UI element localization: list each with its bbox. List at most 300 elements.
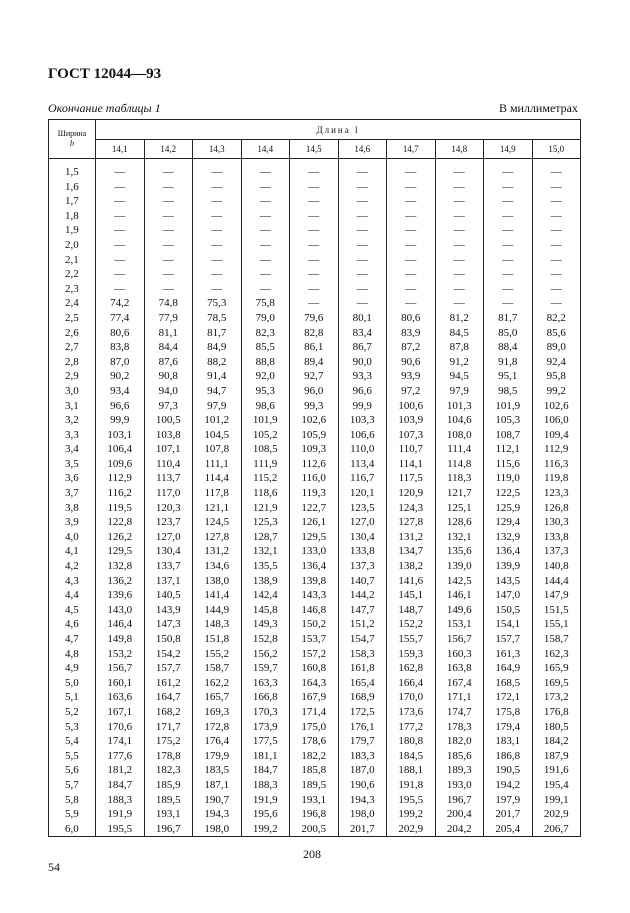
table-cell: 162,3 (532, 647, 581, 662)
table-cell: 170,3 (241, 705, 290, 720)
table-cell: 135,5 (241, 559, 290, 574)
table-cell: 172,8 (193, 720, 242, 735)
table-cell: 191,8 (387, 778, 436, 793)
table-row (49, 603, 581, 618)
table-cell: 87,8 (435, 340, 484, 355)
table-cell: 97,9 (193, 399, 242, 414)
table-cell: 108,0 (435, 428, 484, 443)
table-row (49, 486, 581, 501)
table-cell: 160,1 (96, 676, 145, 691)
table-cell: — (96, 253, 145, 268)
table-row (49, 238, 581, 253)
table-cell: 119,8 (532, 471, 581, 486)
table-cell: — (144, 282, 193, 297)
data-table (48, 119, 581, 837)
table-cell: — (387, 209, 436, 224)
table-cell: 120,3 (144, 501, 193, 516)
table-cell: 113,4 (338, 457, 387, 472)
table-cell: — (484, 194, 533, 209)
table-cell: 153,7 (290, 632, 339, 647)
table-cell: 168,9 (338, 690, 387, 705)
table-cell: 188,3 (96, 793, 145, 808)
table-cell: 113,7 (144, 471, 193, 486)
table-cell: — (241, 267, 290, 282)
table-cell: — (387, 194, 436, 209)
table-cell: 119,3 (290, 486, 339, 501)
table-cell: 114,8 (435, 457, 484, 472)
table-cell: 143,0 (96, 603, 145, 618)
table-cell: 107,3 (387, 428, 436, 443)
width-value: 1,7 (49, 194, 96, 209)
table-cell: 112,9 (96, 471, 145, 486)
table-cell: 89,4 (290, 355, 339, 370)
table-cell: 198,0 (193, 822, 242, 837)
table-cell: 85,0 (484, 326, 533, 341)
table-cell: 80,1 (338, 311, 387, 326)
table-cell: 117,0 (144, 486, 193, 501)
table-cell: 151,5 (532, 603, 581, 618)
table-row (49, 720, 581, 735)
table-cell: 194,2 (484, 778, 533, 793)
table-cell: 139,8 (290, 574, 339, 589)
table-cell: — (338, 238, 387, 253)
table-cell: — (290, 296, 339, 311)
table-cell: — (338, 296, 387, 311)
table-cell: 96,6 (338, 384, 387, 399)
table-cell: 78,5 (193, 311, 242, 326)
table-cell: — (144, 180, 193, 195)
table-cell: 137,3 (338, 559, 387, 574)
table-cell: 171,1 (435, 690, 484, 705)
width-value: 3,4 (49, 442, 96, 457)
table-cell: 173,2 (532, 690, 581, 705)
table-cell: 81,1 (144, 326, 193, 341)
length-column-6: 14,7 (387, 140, 436, 159)
table-cell: 100,6 (387, 399, 436, 414)
width-value: 2,6 (49, 326, 96, 341)
table-cell: 82,2 (532, 311, 581, 326)
table-cell: 194,3 (193, 807, 242, 822)
table-cell: 122,7 (290, 501, 339, 516)
table-cell: — (338, 209, 387, 224)
width-value: 2,3 (49, 282, 96, 297)
table-cell: 159,3 (387, 647, 436, 662)
table-cell: 75,3 (193, 296, 242, 311)
width-value: 5,8 (49, 793, 96, 808)
table-cell: 123,5 (338, 501, 387, 516)
table-cell: 201,7 (484, 807, 533, 822)
table-cell: — (290, 282, 339, 297)
table-row (49, 734, 581, 749)
table-row (49, 501, 581, 516)
table-cell: 126,1 (290, 515, 339, 530)
width-value: 4,0 (49, 530, 96, 545)
table-cell: 159,7 (241, 661, 290, 676)
table-cell: 165,7 (193, 690, 242, 705)
table-cell: — (241, 223, 290, 238)
table-cell: 152,2 (387, 617, 436, 632)
table-cell: 147,9 (532, 588, 581, 603)
table-cell: 125,3 (241, 515, 290, 530)
table-cell: 175,8 (484, 705, 533, 720)
table-cell: 191,9 (241, 793, 290, 808)
table-cell: 109,6 (96, 457, 145, 472)
table-cell: 178,8 (144, 749, 193, 764)
table-cell: 82,8 (290, 326, 339, 341)
table-row (49, 617, 581, 632)
document-title: ГОСТ 12044—93 (48, 66, 162, 82)
table-row (49, 267, 581, 282)
table-cell: 154,2 (144, 647, 193, 662)
table-cell: 137,3 (532, 544, 581, 559)
table-cell: 133,8 (532, 530, 581, 545)
width-value: 1,8 (49, 209, 96, 224)
table-cell: 134,7 (387, 544, 436, 559)
width-value: 4,2 (49, 559, 96, 574)
table-cell: — (532, 267, 581, 282)
table-cell: — (144, 194, 193, 209)
table-cell: — (532, 238, 581, 253)
table-cell: 91,8 (484, 355, 533, 370)
table-cell: 161,3 (484, 647, 533, 662)
width-value: 4,4 (49, 588, 96, 603)
table-cell: 183,1 (484, 734, 533, 749)
table-row (49, 705, 581, 720)
table-cell: 147,3 (144, 617, 193, 632)
table-cell: 79,0 (241, 311, 290, 326)
table-cell: 142,4 (241, 588, 290, 603)
table-row (49, 544, 581, 559)
table-row (49, 413, 581, 428)
table-cell: 133,7 (144, 559, 193, 574)
table-cell: 154,7 (338, 632, 387, 647)
table-cell: 101,3 (435, 399, 484, 414)
table-cell: 183,5 (193, 763, 242, 778)
width-value: 4,6 (49, 617, 96, 632)
table-cell: 160,8 (290, 661, 339, 676)
table-cell: 104,6 (435, 413, 484, 428)
table-row (49, 369, 581, 384)
table-cell: 180,5 (532, 720, 581, 735)
table-cell: 184,5 (387, 749, 436, 764)
table-cell: 91,4 (193, 369, 242, 384)
table-cell: 163,3 (241, 676, 290, 691)
table-cell: 83,8 (96, 340, 145, 355)
table-cell: 202,9 (387, 822, 436, 837)
table-cell: — (435, 180, 484, 195)
table-cell: 115,2 (241, 471, 290, 486)
table-cell: — (193, 253, 242, 268)
table-cell: 99,3 (290, 399, 339, 414)
table-cell: 88,2 (193, 355, 242, 370)
table-cell: 206,7 (532, 822, 581, 837)
table-cell: — (387, 253, 436, 268)
table-cell: 108,7 (484, 428, 533, 443)
width-value: 3,8 (49, 501, 96, 516)
table-cell: 114,4 (193, 471, 242, 486)
table-cell: 95,8 (532, 369, 581, 384)
table-cell: 166,8 (241, 690, 290, 705)
table-row (49, 793, 581, 808)
table-cell: 96,0 (290, 384, 339, 399)
table-cell: 205,4 (484, 822, 533, 837)
table-continuation-label: Окончание таблицы 1 (48, 101, 161, 115)
table-cell: 191,9 (96, 807, 145, 822)
table-cell: 155,7 (387, 632, 436, 647)
table-cell: 132,9 (484, 530, 533, 545)
width-value: 1,5 (49, 159, 96, 180)
length-column-8: 14,9 (484, 140, 533, 159)
table-cell: 195,5 (96, 822, 145, 837)
table-cell: — (484, 209, 533, 224)
table-cell: — (96, 282, 145, 297)
table-cell: — (193, 194, 242, 209)
table-cell: 143,3 (290, 588, 339, 603)
width-value: 4,5 (49, 603, 96, 618)
table-cell: 195,6 (241, 807, 290, 822)
table-cell: — (338, 253, 387, 268)
table-cell: 139,6 (96, 588, 145, 603)
table-cell: 103,1 (96, 428, 145, 443)
table-cell: — (387, 159, 436, 180)
table-cell: 137,1 (144, 574, 193, 589)
table-cell: — (387, 223, 436, 238)
width-value: 5,9 (49, 807, 96, 822)
table-cell: 169,5 (532, 676, 581, 691)
table-cell: 200,4 (435, 807, 484, 822)
table-cell: 77,4 (96, 311, 145, 326)
width-value: 1,6 (49, 180, 96, 195)
table-cell: 132,1 (435, 530, 484, 545)
table-cell: 190,5 (484, 763, 533, 778)
table-cell: 125,9 (484, 501, 533, 516)
table-cell: 92,7 (290, 369, 339, 384)
table-cell: 147,0 (484, 588, 533, 603)
table-cell: — (484, 282, 533, 297)
table-cell: 81,2 (435, 311, 484, 326)
table-cell: 145,8 (241, 603, 290, 618)
width-value: 5,3 (49, 720, 96, 735)
width-value: 5,5 (49, 749, 96, 764)
table-cell: 165,9 (532, 661, 581, 676)
table-cell: 84,9 (193, 340, 242, 355)
table-cell: 162,2 (193, 676, 242, 691)
table-cell: 151,8 (193, 632, 242, 647)
table-cell: 167,4 (435, 676, 484, 691)
table-cell: — (193, 282, 242, 297)
table-row (49, 223, 581, 238)
table-row (49, 690, 581, 705)
table-cell: 148,7 (387, 603, 436, 618)
table-cell: 179,9 (193, 749, 242, 764)
table-cell: 168,5 (484, 676, 533, 691)
table-cell: 163,8 (435, 661, 484, 676)
table-cell: 164,3 (290, 676, 339, 691)
width-value: 3,2 (49, 413, 96, 428)
table-cell: 185,9 (144, 778, 193, 793)
table-cell: 129,4 (484, 515, 533, 530)
width-value: 5,6 (49, 763, 96, 778)
table-cell: 117,5 (387, 471, 436, 486)
length-column-0: 14,1 (96, 140, 145, 159)
table-cell: 108,5 (241, 442, 290, 457)
table-cell: 94,7 (193, 384, 242, 399)
table-cell: — (193, 209, 242, 224)
table-cell: 112,1 (484, 442, 533, 457)
table-cell: 156,7 (96, 661, 145, 676)
width-value: 2,1 (49, 253, 96, 268)
table-cell: 128,6 (435, 515, 484, 530)
table-cell: 142,5 (435, 574, 484, 589)
table-cell: 174,1 (96, 734, 145, 749)
table-cell: — (387, 238, 436, 253)
table-cell: 178,3 (435, 720, 484, 735)
table-cell: 101,9 (241, 413, 290, 428)
table-cell: 179,4 (484, 720, 533, 735)
table-row (49, 311, 581, 326)
table-cell: 156,7 (435, 632, 484, 647)
width-value: 4,7 (49, 632, 96, 647)
table-cell: 156,2 (241, 647, 290, 662)
table-cell: 149,6 (435, 603, 484, 618)
table-cell: 182,0 (435, 734, 484, 749)
table-row (49, 326, 581, 341)
table-cell: 121,9 (241, 501, 290, 516)
table-cell: — (144, 159, 193, 180)
table-cell: 121,1 (193, 501, 242, 516)
width-value: 6,0 (49, 822, 96, 837)
table-cell: 98,5 (484, 384, 533, 399)
table-cell: — (290, 238, 339, 253)
table-row (49, 194, 581, 209)
table-cell: 177,2 (387, 720, 436, 735)
table-cell: 99,2 (532, 384, 581, 399)
table-cell: 157,7 (484, 632, 533, 647)
length-column-9: 15,0 (532, 140, 581, 159)
table-cell: 90,0 (338, 355, 387, 370)
table-cell: — (484, 159, 533, 180)
table-cell: 179,7 (338, 734, 387, 749)
table-cell: 105,2 (241, 428, 290, 443)
table-cell: 88,8 (241, 355, 290, 370)
table-cell: 122,8 (96, 515, 145, 530)
table-cell: 106,6 (338, 428, 387, 443)
sheet-number: 208 (303, 847, 321, 861)
table-cell: — (193, 159, 242, 180)
table-cell: 168,2 (144, 705, 193, 720)
table-cell: 195,5 (387, 793, 436, 808)
table-cell: 127,8 (387, 515, 436, 530)
table-cell: — (144, 253, 193, 268)
table-cell: — (484, 267, 533, 282)
table-cell: 75,8 (241, 296, 290, 311)
table-cell: 128,7 (241, 530, 290, 545)
table-cell: — (532, 209, 581, 224)
table-cell: 147,7 (338, 603, 387, 618)
table-cell: 176,8 (532, 705, 581, 720)
table-cell: 183,3 (338, 749, 387, 764)
table-cell: — (435, 223, 484, 238)
table-cell: 143,5 (484, 574, 533, 589)
table-cell: 90,2 (96, 369, 145, 384)
table-cell: — (387, 282, 436, 297)
table-cell: 193,1 (144, 807, 193, 822)
table-cell: 87,6 (144, 355, 193, 370)
table-header (49, 120, 581, 159)
table-cell: 117,8 (193, 486, 242, 501)
table-cell: — (338, 194, 387, 209)
table-cell: — (338, 180, 387, 195)
table-cell: 198,0 (338, 807, 387, 822)
table-cell: 133,0 (290, 544, 339, 559)
table-cell: 157,7 (144, 661, 193, 676)
table-cell: 129,5 (290, 530, 339, 545)
table-cell: 195,4 (532, 778, 581, 793)
width-value: 4,1 (49, 544, 96, 559)
table-cell: 121,7 (435, 486, 484, 501)
table-cell: — (532, 282, 581, 297)
table-cell: 176,1 (338, 720, 387, 735)
table-cell: — (338, 282, 387, 297)
table-cell: 94,5 (435, 369, 484, 384)
table-cell: 144,2 (338, 588, 387, 603)
table-cell: — (144, 223, 193, 238)
table-cell: 118,6 (241, 486, 290, 501)
table-cell: 144,9 (193, 603, 242, 618)
table-row (49, 180, 581, 195)
table-cell: 151,2 (338, 617, 387, 632)
table-cell: 188,3 (241, 778, 290, 793)
table-cell: 110,4 (144, 457, 193, 472)
table-cell: — (193, 267, 242, 282)
table-cell: 136,4 (290, 559, 339, 574)
table-cell: 181,1 (241, 749, 290, 764)
table-cell: 184,7 (96, 778, 145, 793)
page-number: 54 (48, 860, 60, 874)
table-cell: 199,2 (241, 822, 290, 837)
width-column-header (49, 120, 96, 159)
table-cell: 87,0 (96, 355, 145, 370)
length-header-label: Длина l (316, 124, 360, 135)
table-cell: 98,6 (241, 399, 290, 414)
table-cell: 124,5 (193, 515, 242, 530)
table-cell: 174,7 (435, 705, 484, 720)
table-cell: 172,5 (338, 705, 387, 720)
table-cell: 93,3 (338, 369, 387, 384)
table-cell: 177,6 (96, 749, 145, 764)
table-cell: 140,7 (338, 574, 387, 589)
width-value: 4,3 (49, 574, 96, 589)
table-cell: 119,5 (96, 501, 145, 516)
table-cell: 127,8 (193, 530, 242, 545)
table-cell: — (387, 296, 436, 311)
table-cell: 175,0 (290, 720, 339, 735)
table-cell: 130,4 (338, 530, 387, 545)
table-cell: 164,9 (484, 661, 533, 676)
width-value: 5,7 (49, 778, 96, 793)
table-cell: — (290, 159, 339, 180)
table-cell: — (532, 223, 581, 238)
table-cell: — (338, 159, 387, 180)
table-cell: 123,3 (532, 486, 581, 501)
table-cell: 185,6 (435, 749, 484, 764)
table-cell: 105,9 (290, 428, 339, 443)
table-cell: — (241, 180, 290, 195)
table-cell: 99,9 (338, 399, 387, 414)
table-cell: 97,2 (387, 384, 436, 399)
table-cell: 82,3 (241, 326, 290, 341)
table-row (49, 296, 581, 311)
